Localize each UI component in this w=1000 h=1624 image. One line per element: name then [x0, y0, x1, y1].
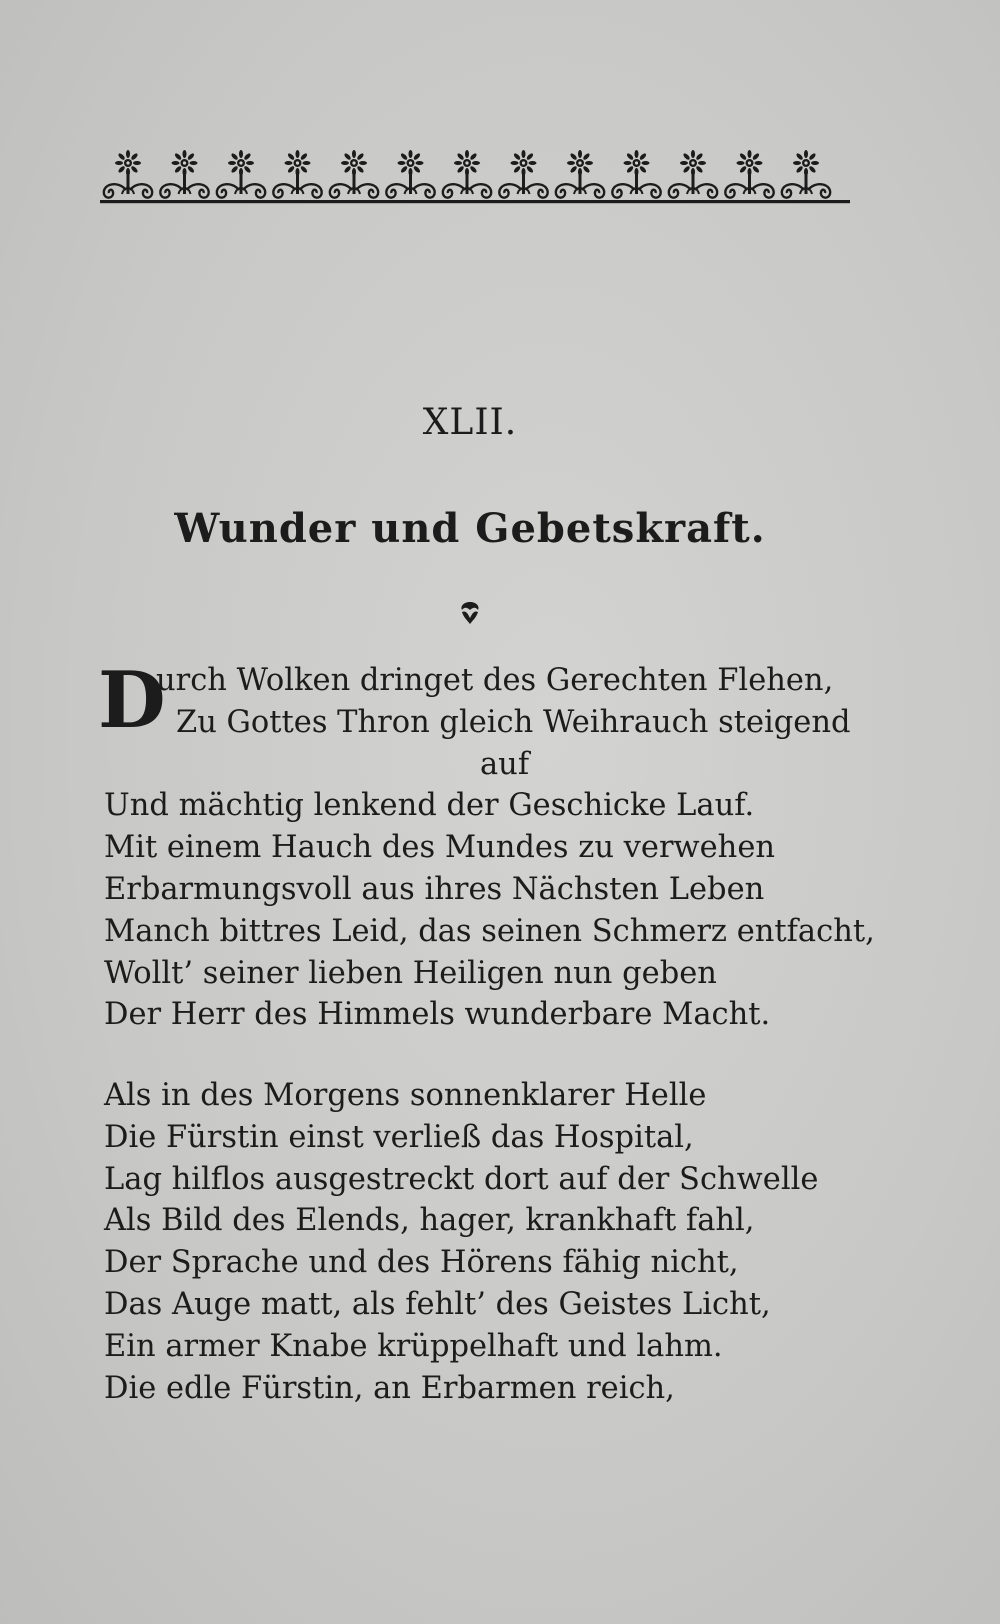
poem-line: Das Auge matt, als fehlt’ des Geistes Licht,	[104, 1286, 771, 1322]
chapter-number: XLII.	[422, 402, 518, 443]
drop-cap: D	[98, 655, 166, 746]
poem-line: Als Bild des Elends, hager, krankhaft fahl,	[104, 1203, 755, 1239]
floral-ornament-icon	[100, 150, 850, 212]
poem-line: Der Sprache und des Hörens fähig nicht,	[104, 1245, 739, 1281]
poem-line: urch Wolken dringet des Gerechten Flehen,	[156, 663, 834, 698]
floral-ornament-band	[100, 150, 850, 212]
poem-line: Der Herr des Himmels wunderbare Macht.	[104, 997, 771, 1033]
poem-line: Und mächtig lenkend der Geschicke Lauf.	[104, 788, 755, 824]
poem-line: Mit einem Hauch des Mundes zu verwehen	[104, 830, 776, 866]
poem-line: Als in des Morgens sonnenklarer Helle	[104, 1078, 707, 1113]
poem-line: Erbarmungsvoll aus ihres Nächsten Leben	[104, 871, 765, 907]
poem-title: Wunder und Gebetskraft.	[174, 505, 766, 552]
stanza-2	[104, 1075, 864, 1409]
poem-line: Zu Gottes Thron gleich Weihrauch steigend	[176, 704, 851, 740]
poem-line: Manch bittres Leid, das seinen Schmerz entfacht,	[104, 913, 875, 949]
poem-line: Die Fürstin einst verließ das Hospital,	[104, 1119, 694, 1155]
fleuron-icon	[452, 598, 488, 628]
poem-line: Ein armer Knabe krüppelhaft und lahm.	[104, 1328, 723, 1364]
stanza-1	[98, 655, 875, 1036]
poem-line: Wollt’ seiner lieben Heiligen nun geben	[104, 955, 717, 991]
poem-line: Lag hilflos ausgestreckt dort auf der Schwelle	[104, 1161, 819, 1197]
poem-line: Die edle Fürstin, an Erbarmen reich,	[104, 1370, 675, 1406]
poem-line: auf	[480, 746, 530, 782]
